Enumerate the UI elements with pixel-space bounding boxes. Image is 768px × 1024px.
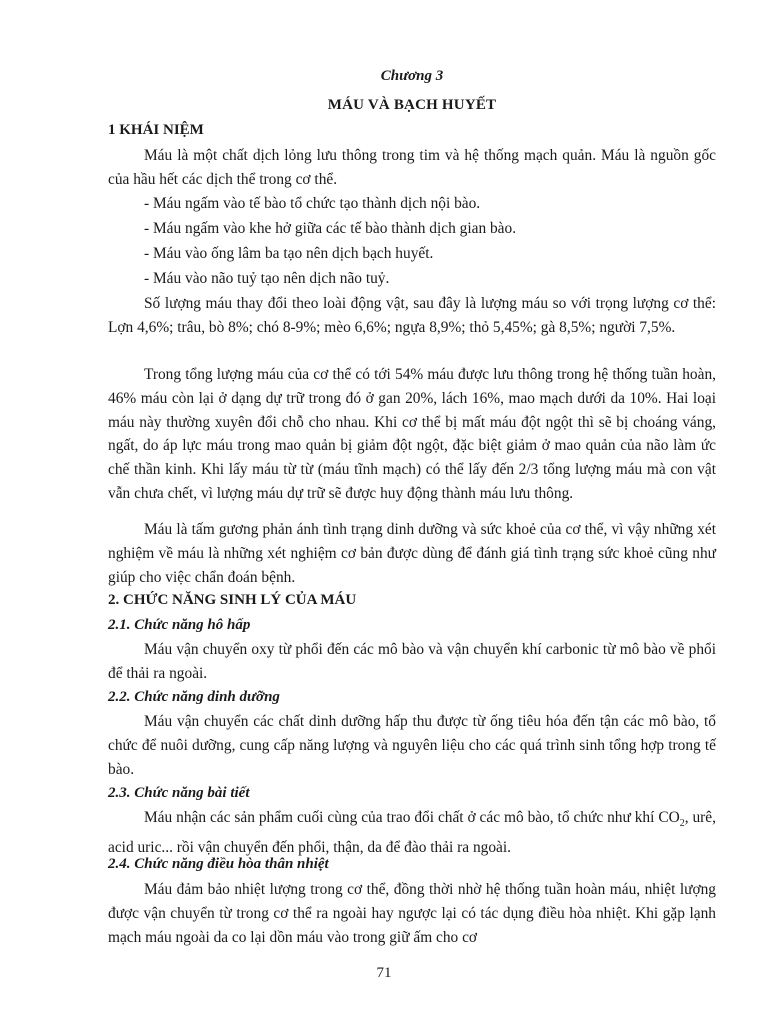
bullet-item: - Máu ngấm vào khe hở giữa các tế bào thành dịch gian bào. — [144, 220, 517, 237]
subsection-2-1-text: Máu vận chuyển oxy từ phổi đến các mô bào và vận chuyển khí carbonic từ mô bào về phổi để thải ra ngoài. — [108, 641, 716, 682]
subsection-2-3-heading: 2.3. Chức năng bài tiết — [108, 785, 250, 801]
subsection-2-2-heading: 2.2. Chức năng dinh dưỡng — [108, 689, 280, 705]
page-number: 71 — [376, 965, 392, 981]
section-1-paragraph-1: Máu là một chất dịch lỏng lưu thông trong tim và hệ thống mạch quản. Máu là nguồn gốc của hầu hết các dịch thể trong cơ thể. — [108, 147, 716, 188]
co2-symbol: CO — [658, 809, 680, 826]
subsection-2-4-text: Máu đảm bảo nhiệt lượng trong cơ thể, đồng thời nhờ hệ thống tuần hoàn máu, nhiệt lượng được vận chuyển từ trong cơ thể ra ngoài hay ngược lại có tác dụng điều hòa nhiệt. Khi gặp lạnh mạch máu ngoài da co lại dồn máu vào trong giữ ấm cho cơ — [108, 881, 716, 946]
subsection-2-2-text: Máu vận chuyển các chất dinh dưỡng hấp thu được từ ống tiêu hóa đến tận các mô bào, tổ chức để nuôi dưỡng, cung cấp năng lượng và nguyên liệu cho các quá trình sinh tổng hợp trong tế bào. — [108, 713, 716, 778]
section-2-heading: 2. CHỨC NĂNG SINH LÝ CỦA MÁU — [108, 592, 357, 608]
bullet-item: - Máu ngấm vào tế bào tổ chức tạo thành dịch nội bào. — [144, 195, 481, 212]
section-1-heading: 1 KHÁI NIỆM — [108, 122, 204, 138]
subsection-2-1-heading: 2.1. Chức năng hô hấp — [108, 617, 251, 633]
chapter-title: MÁU VÀ BẠCH HUYẾT — [327, 97, 497, 113]
subsection-2-4-heading: 2.4. Chức năng điều hòa thân nhiệt — [108, 856, 329, 872]
co2-subscript: 2 — [679, 818, 685, 830]
subsection-2-3-text — [108, 806, 716, 860]
subsection-2-3-text-a: Máu nhận các sản phẩm cuối cùng của trao đổi chất ở các mô bào, tổ chức như khí — [144, 809, 659, 826]
section-1-paragraph-4: Máu là tấm gương phản ánh tình trạng dinh dưỡng và sức khoẻ của cơ thể, vì vậy những xét nghiệm về máu là những xét nghiệm cơ bản được dùng để đánh giá tình trạng sức khoẻ cũng như giúp cho việc chẩn đoán bệnh. — [108, 521, 716, 586]
subsection-2-3-text-b: , urê, acid uric... rồi vận chuyển đến phổi, thận, da để đào thải ra ngoài. — [108, 809, 716, 856]
co2-formula — [658, 809, 685, 830]
bullet-item: - Máu vào não tuỷ tạo nên dịch não tuỷ. — [144, 270, 390, 287]
section-1-paragraph-3: Trong tổng lượng máu của cơ thể có tới 54% máu được lưu thông trong hệ thống tuần hoàn, 46% máu còn lại ở dạng dự trữ trong đó ở gan 20%, lách 16%, mao mạch dưới da 10%. Hai loại máu này thường xuyên đổi chỗ cho nhau. Khi cơ thể bị mất máu đột ngột thì sẽ bị choáng váng, ngất, do áp lực máu trong mao quản bị giảm đột ngột, đặc biệt giảm ở mao quản của não làm ức chế thần kinh. Khi lấy máu từ từ (máu tĩnh mạch) có thể lấy đến 2/3 tổng lượng máu mà con vật vẫn chưa chết, vì lượng máu dự trữ sẽ được huy động thành máu lưu thông. — [108, 366, 716, 502]
chapter-label: Chương 3 — [380, 68, 444, 84]
bullet-item: - Máu vào ống lâm ba tạo nên dịch bạch huyết. — [144, 245, 434, 262]
section-1-paragraph-2: Số lượng máu thay đổi theo loài động vật, sau đây là lượng máu so với trọng lượng cơ thể: Lợn 4,6%; trâu, bò 8%; chó 8-9%; mèo 6,6%; ngựa 8,9%; thỏ 5,45%; gà 8,5%; người 7,5%. — [108, 295, 716, 336]
